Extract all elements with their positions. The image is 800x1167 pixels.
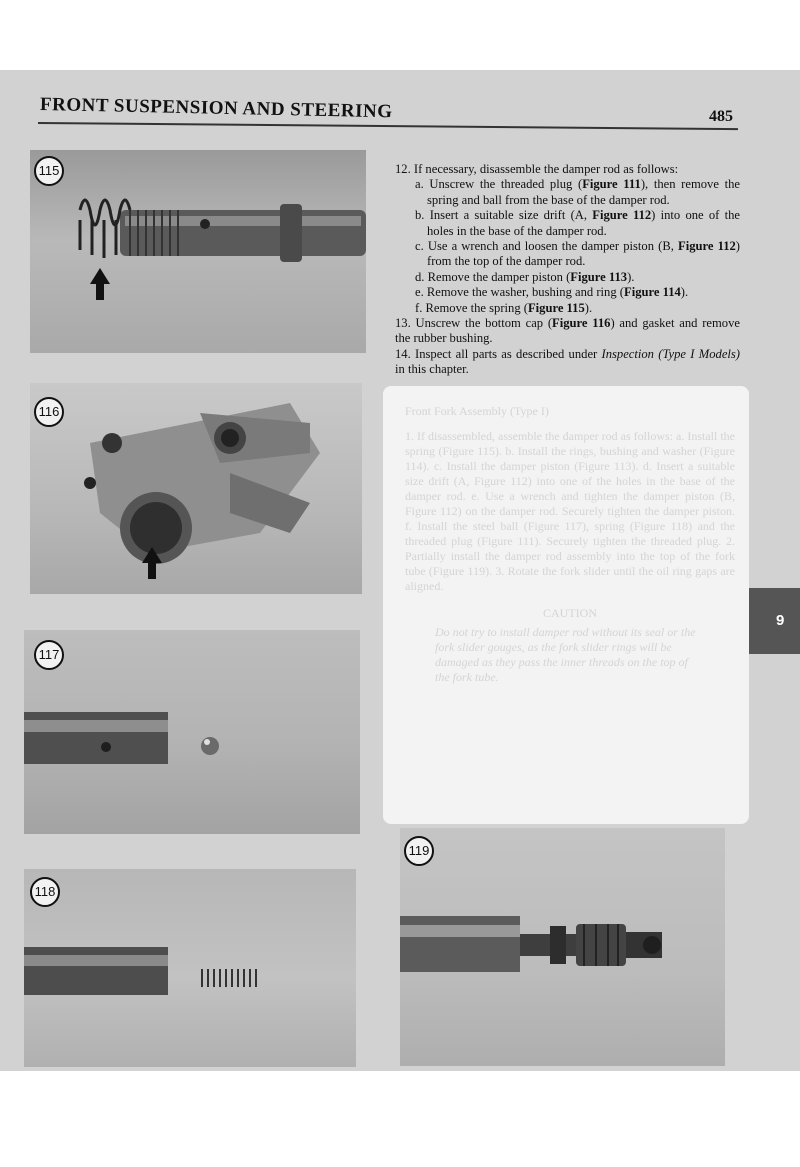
faint-body: 1. If disassembled, assemble the damper rod as follows: a. Install the spring (Figure 115). b. Install the rings, bushing and washer (Figure 114). c. Install the damper piston (Figure 113). d. Insert a suitable size drift (A, Figure 112) into one of the holes in the base of the damper rod. e. Use a wrench and tighten the damper piston (B, Figure 112) on the damper rod. Securely tighten the damper piston. f. Install the steel ball (Figure 117), spring (Figure 118) and the threaded plug (Figure 111). Securely tighten the threaded plug. 2. Partially install the damper rod assembly into the top of the fork tube (Figure 119). 3. Rotate the fork slider until the oil ring gaps are aligned. [405, 429, 735, 593]
step-12a: a. Unscrew the threaded plug (Figure 111), then remove the spring and ball from the base of the damper rod. [415, 177, 741, 207]
faint-text [405, 404, 735, 685]
step-13: 13. Unscrew the bottom cap (Figure 116) and gasket and remove the rubber bushing. [395, 316, 740, 346]
figure-118-photo [24, 869, 356, 1067]
faint-caution-title: CAUTION [543, 606, 597, 620]
damper-rod-spring-illustration [30, 150, 366, 353]
figure-115-photo [30, 150, 366, 353]
step-12b: b. Insert a suitable size drift (A, Figure 112) into one of the holes in the base of the damper rod. [415, 208, 740, 238]
manual-page [0, 70, 800, 1071]
figure-119-photo [400, 828, 725, 1066]
faint-caution-body: Do not try to install damper rod without its seal or the fork slider gouges, as the fork slider rings will be damaged as they pass the inner threads on the top of the fork tube. [435, 625, 696, 684]
damper-rod-ball-illustration [24, 630, 360, 834]
figure-116-badge: 116 [34, 397, 64, 427]
step-14: 14. Inspect all parts as described under Inspection (Type I Models) in this chapter. [395, 346, 740, 377]
faint-heading: Front Fork Assembly (Type I) [405, 404, 549, 418]
figure-117-photo [24, 630, 360, 834]
step-12e: e. Remove the washer, bushing and ring (Figure 114). [415, 285, 689, 300]
chapter-tab: 9 [749, 588, 800, 654]
figure-118-badge: 118 [30, 877, 60, 907]
page-number: 485 [709, 108, 733, 125]
step-12c: c. Use a wrench and loosen the damper piston (B, Figure 112) from the top of the damper rod. [415, 239, 740, 269]
step-12: 12. If necessary, disassemble the damper rod as follows: [395, 162, 679, 176]
fork-tube-damper-assembly-illustration [400, 828, 725, 1066]
section-title: FRONT SUSPENSION AND STEERING [39, 94, 393, 123]
fork-slider-bottom-illustration [30, 383, 362, 594]
figure-116-photo [30, 383, 362, 594]
step-12d: d. Remove the damper piston (Figure 113). [415, 269, 635, 284]
glare-region [383, 386, 749, 824]
figure-119-badge: 119 [404, 836, 434, 866]
instruction-text [395, 162, 740, 378]
figure-115-badge: 115 [34, 156, 64, 186]
step-12f: f. Remove the spring (Figure 115). [415, 300, 593, 315]
damper-rod-spring-small-illustration [24, 869, 356, 1067]
figure-117-badge: 117 [34, 640, 64, 670]
